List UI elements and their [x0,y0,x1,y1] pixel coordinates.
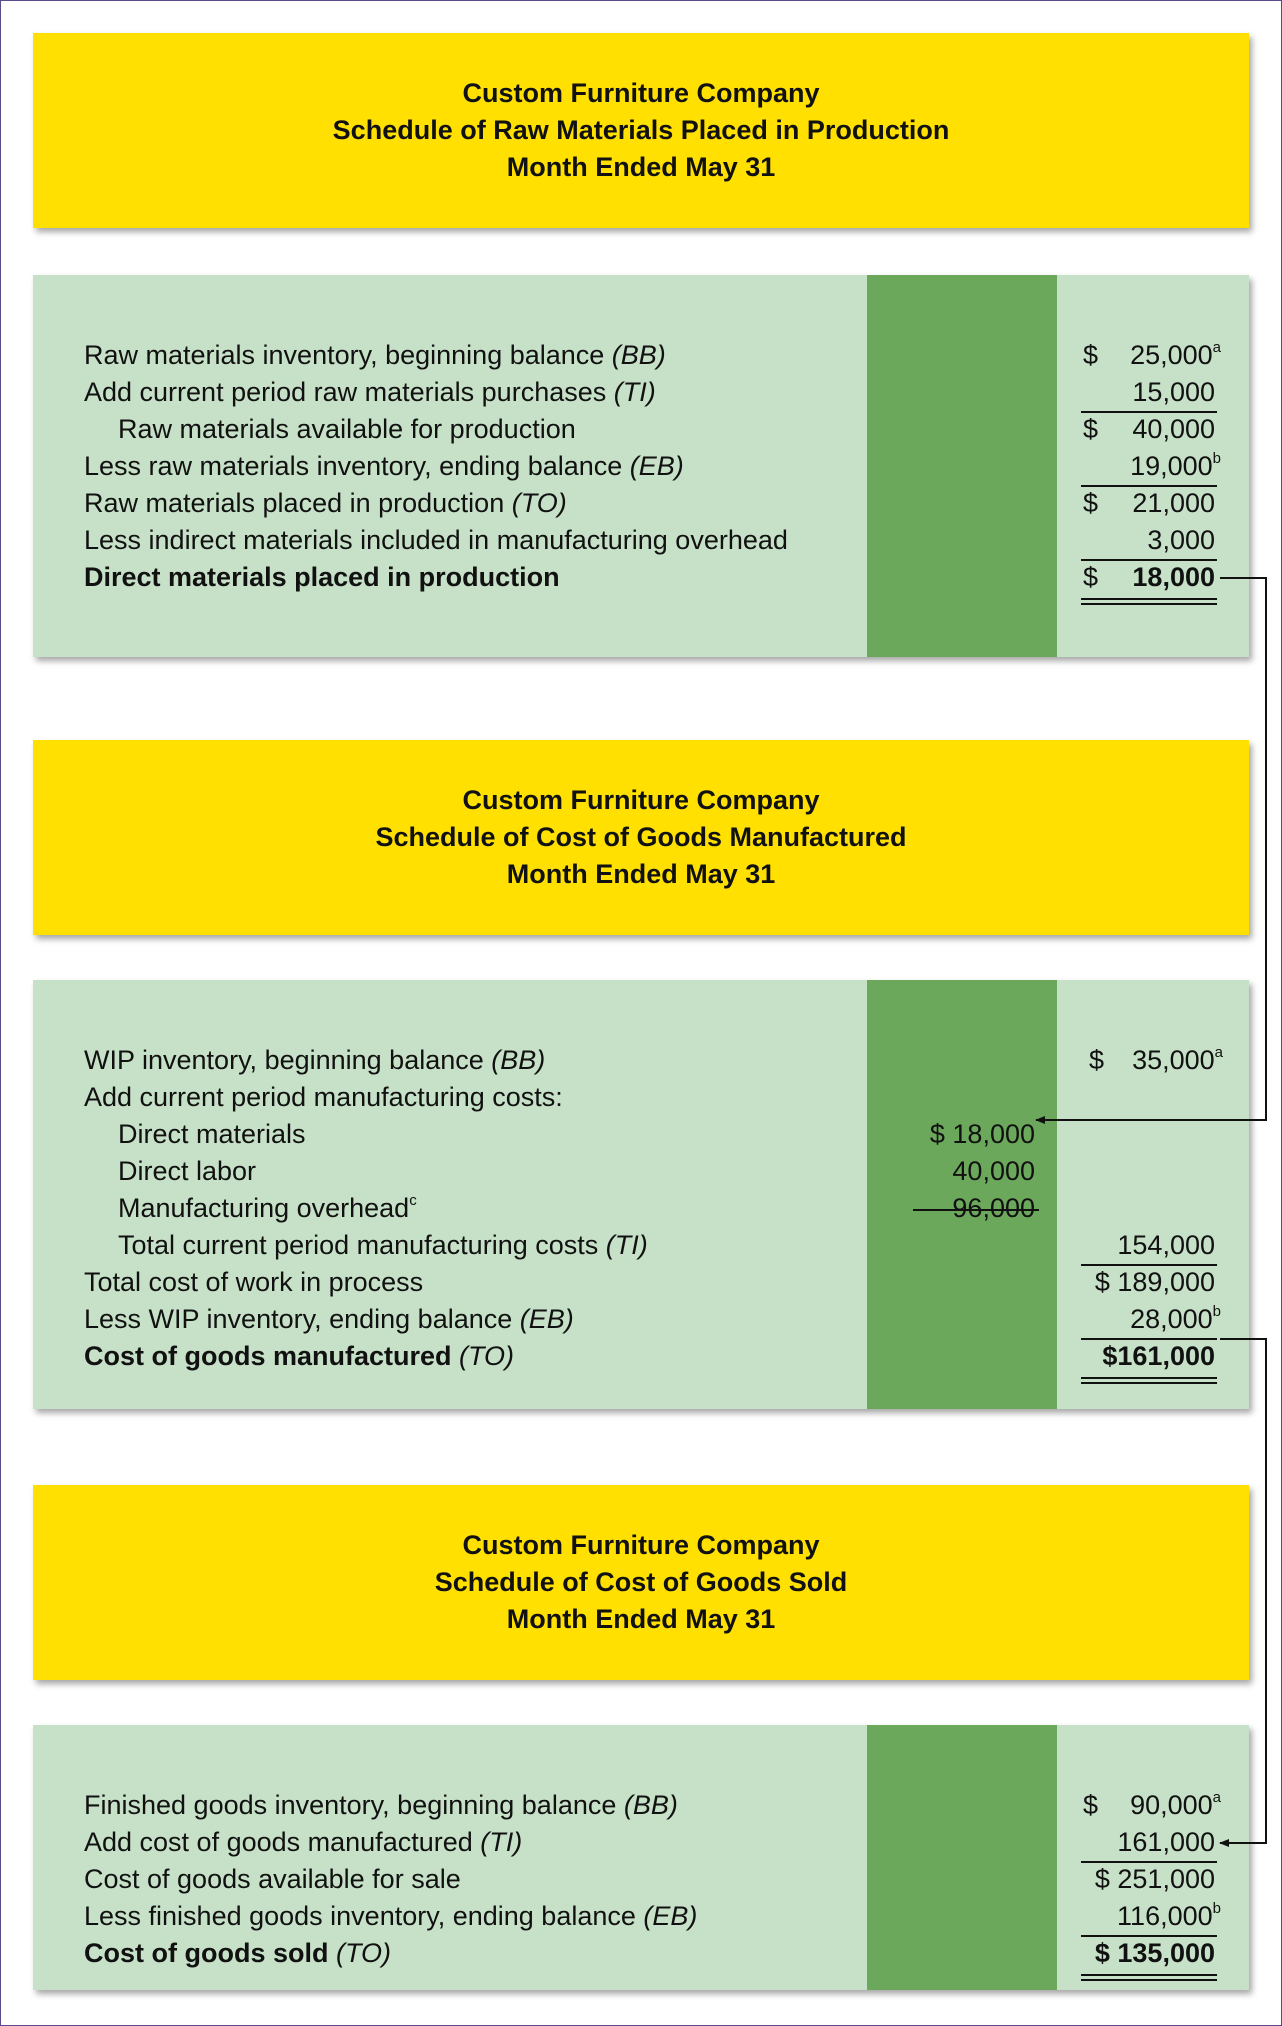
table-row: Manufacturing overhead$^c$ 96,000 [118,1192,1035,1223]
table-row-total: Cost of goods manufactured (TO) $161,000 [84,1341,1215,1371]
company-name: Custom Furniture Company [462,785,820,815]
table-row: Total current period manufacturing costs (TI) 154,000 [118,1230,1215,1260]
schedule-period: Month Ended May 31 [506,1604,776,1634]
table-row: Cost of goods available for sale $ 251,000 [84,1864,1215,1894]
company-name: Custom Furniture Company [462,1530,820,1560]
table-row: Add current period manufacturing costs: [84,1082,563,1112]
table-row: Less finished goods inventory, ending balance (EB) 116,000$^b$ [84,1900,1221,1931]
arrow-direct-materials [1036,578,1266,1120]
table-row: Add cost of goods manufactured (TI) 161,000 [84,1827,1215,1857]
table-row: Raw materials available for production $ 40,000 [118,414,1215,444]
table-row: Less indirect materials included in manufacturing overhead 3,000 [84,525,1215,555]
table-row: Finished goods inventory, beginning balance (BB) $ 90,000$^a$ [84,1789,1221,1820]
schedule-period: Month Ended May 31 [506,859,776,889]
schedule-title: Schedule of Cost of Goods Manufactured [375,822,907,852]
table-row-total: Direct materials placed in production $ 18,000 [84,562,1215,592]
table-row: Direct labor 40,000 [118,1156,1035,1186]
table-row-total: Cost of goods sold (TO) $ 135,000 [84,1938,1215,1968]
table-row: Add current period raw materials purchases (TI) 15,000 [84,377,1215,407]
company-name: Custom Furniture Company [462,78,820,108]
table-row: Total cost of work in process $ 189,000 [84,1267,1215,1297]
table-row: WIP inventory, beginning balance (BB) $ 35,000$^a$ [84,1044,1223,1075]
table-row: Less WIP inventory, ending balance (EB) 28,000$^b$ [84,1303,1221,1334]
table-row: Raw materials inventory, beginning balance (BB) $ 25,000$^a$ [84,339,1221,370]
table-row: Raw materials placed in production (TO) $ 21,000 [84,488,1215,518]
table-row: Less raw materials inventory, ending balance (EB) 19,000$^b$ [84,450,1221,481]
schedule-period: Month Ended May 31 [506,152,776,182]
schedule-title: Schedule of Raw Materials Placed in Production [332,115,950,145]
arrow-cost-of-goods-manufactured [1220,1339,1266,1843]
schedule-title: Schedule of Cost of Goods Sold [434,1567,848,1597]
table-row: Direct materials $ 18,000 [118,1119,1035,1149]
